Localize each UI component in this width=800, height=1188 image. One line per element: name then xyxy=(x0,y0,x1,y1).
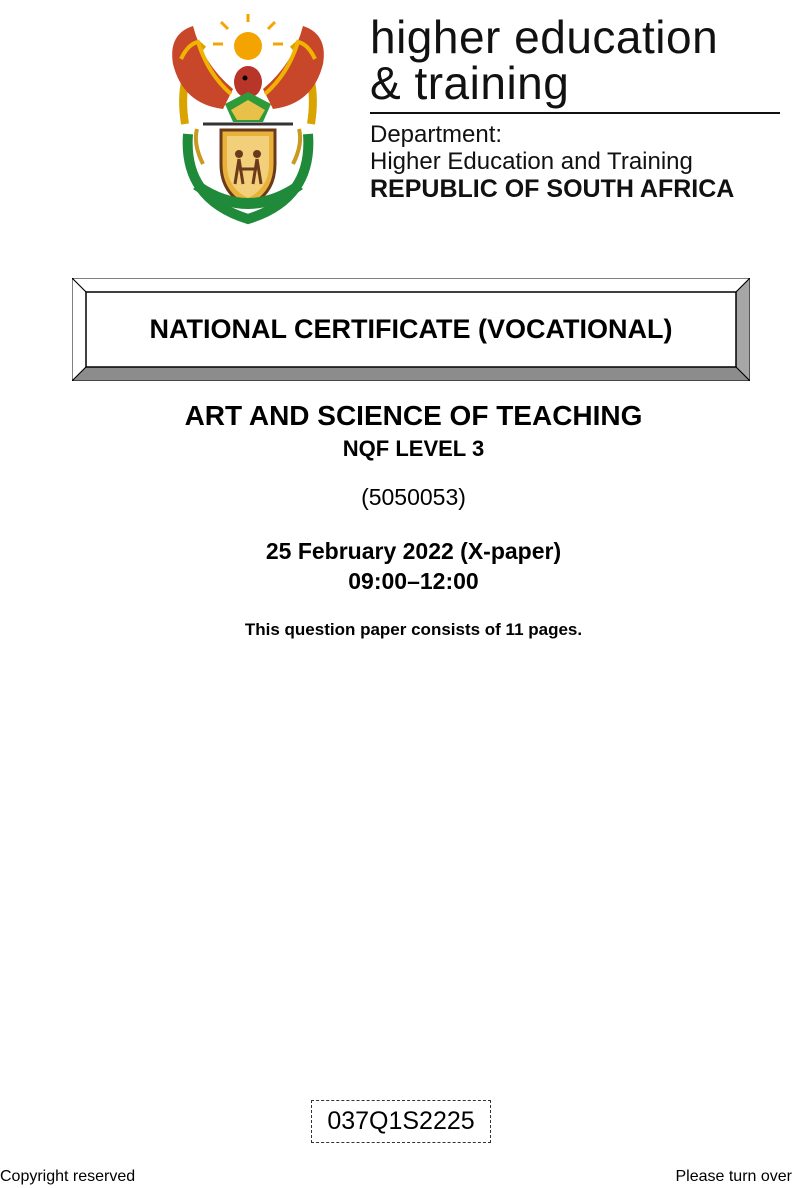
footer-copyright: Copyright reserved xyxy=(0,1168,136,1185)
exam-date: 25 February 2022 (X-paper) xyxy=(265,538,562,564)
brand-divider xyxy=(370,112,780,114)
certificate-title-box xyxy=(72,278,750,381)
footer-turn-over: Please turn over xyxy=(675,1168,792,1185)
country-name: REPUBLIC OF SOUTH AFRICA xyxy=(370,175,735,203)
certificate-title: NATIONAL CERTIFICATE (VOCATIONAL) xyxy=(149,314,673,344)
coat-of-arms-icon xyxy=(163,14,333,226)
department-label: Department: xyxy=(370,121,503,148)
paper-id-box xyxy=(311,1100,491,1143)
nqf-level: NQF LEVEL 3 xyxy=(342,436,485,461)
subject-code: (5050053) xyxy=(361,484,466,510)
paper-id: 037Q1S2225 xyxy=(327,1107,475,1135)
exam-time: 09:00–12:00 xyxy=(348,568,479,594)
page-count-note: This question paper consists of 11 pages. xyxy=(244,620,583,639)
brand-title-line2: & training xyxy=(370,57,570,109)
subject-title: ART AND SCIENCE OF TEACHING xyxy=(184,400,643,431)
department-name: Higher Education and Training xyxy=(370,148,693,175)
brand-title-line1: higher education xyxy=(370,11,719,63)
